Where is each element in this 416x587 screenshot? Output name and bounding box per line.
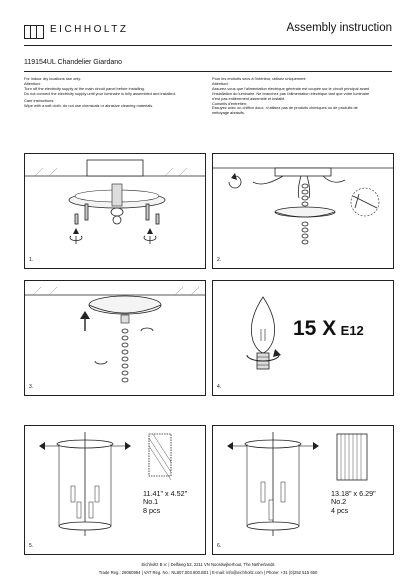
step-panel-6 xyxy=(212,425,394,555)
step-panel-1 xyxy=(24,153,206,269)
step-number: 3. xyxy=(29,384,34,390)
bulb-spec xyxy=(293,317,364,341)
wire-connection-illustration xyxy=(213,154,393,268)
note-line: Turn off the electricity supply at the main circuit panel before installing. xyxy=(24,85,145,91)
note-line: Wipe with a soft cloth, do not use chemicals or abrasive cleaning materials. xyxy=(24,102,154,108)
document-title: Assembly instruction xyxy=(286,22,392,34)
note-line: Essuyez avec un chiffon doux, n'utilisez pas de produits chimiques ou de produits de xyxy=(212,105,358,111)
footer-contact: Trade Reg.: 28060994 | VAT Reg. No.: NL807.003.600.B01 | E-mail: info@eichholtz.com | Phone: +31 (0)252 515 650 xyxy=(98,570,318,575)
part-quantity: 8 pcs xyxy=(143,505,161,515)
note-heading: Attention! xyxy=(24,80,41,86)
note-heading: Attention! xyxy=(212,80,229,86)
header-divider xyxy=(24,45,392,46)
step-number: 6. xyxy=(217,543,222,549)
step-panel-5 xyxy=(24,425,206,555)
brand-logo-icon xyxy=(24,25,44,39)
step-number: 5. xyxy=(29,543,34,549)
step-panel-3 xyxy=(24,280,206,396)
notes-french xyxy=(212,77,388,116)
note-line: For indoor dry locations use only. xyxy=(24,76,82,81)
note-heading: Conseils d'entretien: xyxy=(212,100,248,106)
note-heading: Care instructions: xyxy=(24,97,55,103)
step-number: 4. xyxy=(217,384,222,390)
part-spec xyxy=(331,490,376,515)
footer-address: Eichholtz B.V. | Delfweg 52, 2211 VN Noordwijkerhout, The Netherlands xyxy=(141,562,275,567)
step-number: 1. xyxy=(29,257,34,263)
part-size: 13.18" x 6.29" xyxy=(331,489,376,498)
step-panel-2 xyxy=(212,153,394,269)
part-spec xyxy=(143,490,187,515)
product-name: 119154UL Chandelier Giardano xyxy=(24,59,123,66)
product-divider xyxy=(24,71,392,72)
notes-english xyxy=(24,77,200,108)
part-number: No.2 xyxy=(331,497,347,507)
part-number: No.1 xyxy=(143,497,159,507)
step-panel-4 xyxy=(212,280,394,396)
note-line: l'installation du luminaire. Ne branchez pas l'alimentation électrique tant que votre luminaire xyxy=(212,90,370,96)
ceiling-plate-mount-illustration xyxy=(25,154,205,268)
brand-name: EICHHOLTZ xyxy=(50,24,129,35)
part-quantity: 4 pcs xyxy=(331,505,349,515)
note-line: n'est pas entièrement assemblé et installé. xyxy=(212,95,286,101)
note-line: Do not connect the electricity supply until your luminaire is fully assembled and installed. xyxy=(24,90,176,96)
bulb-type: E12 xyxy=(340,323,364,338)
note-line: nettoyage abrasifs. xyxy=(212,110,245,116)
step-number: 2. xyxy=(217,257,222,263)
note-line: Pour les endroits secs à l'intérieur, utilisez uniquement xyxy=(212,76,306,81)
canopy-lift-illustration xyxy=(25,281,205,395)
part-size: 11.41" x 4.52" xyxy=(143,489,188,498)
bulb-count: 15 X xyxy=(293,317,337,340)
note-line: Assurez-vous que l'alimentation électrique générale est coupée sur le circuit principal avant xyxy=(212,85,370,91)
